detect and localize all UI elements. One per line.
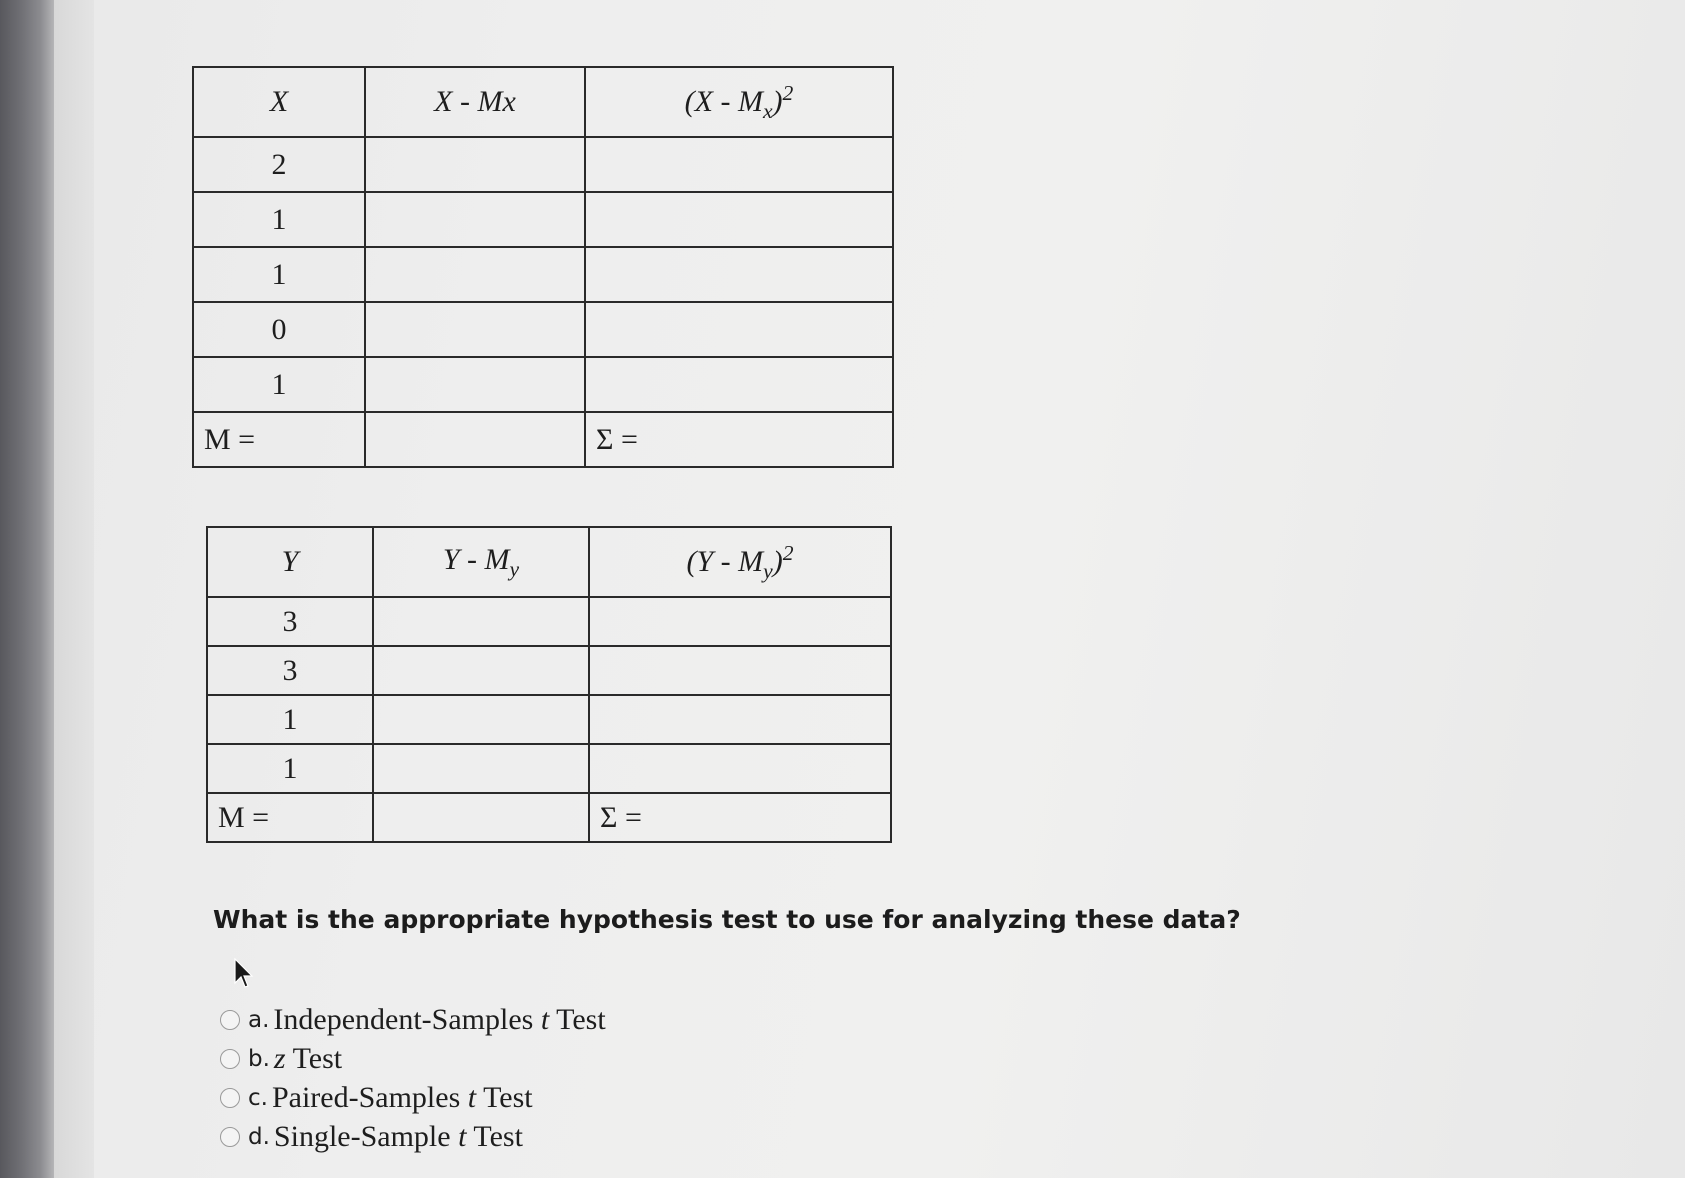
table-header-row	[207, 527, 891, 597]
x-squared-deviation-cell[interactable]	[585, 357, 893, 412]
option-text-part: Independent-Samples t Test	[273, 1002, 606, 1036]
header-x	[193, 67, 365, 137]
x-deviation-cell[interactable]	[365, 192, 585, 247]
y-deviation-cell[interactable]	[373, 646, 589, 695]
y-deviation-table	[206, 526, 892, 843]
table-row	[207, 597, 891, 646]
y-squared-deviation-cell[interactable]	[589, 695, 891, 744]
y-squared-deviation-cell[interactable]	[589, 744, 891, 793]
option-text-part: Paired-Samples t Test	[271, 1080, 533, 1114]
x-deviation-cell[interactable]	[365, 137, 585, 192]
option-text	[274, 1120, 523, 1154]
option-letter: d.	[248, 1123, 270, 1150]
y-value-cell: 1	[207, 744, 373, 793]
table-row	[193, 247, 893, 302]
y-squared-deviation-cell[interactable]	[589, 646, 891, 695]
radio-icon[interactable]	[220, 1010, 240, 1030]
table-row	[193, 137, 893, 192]
option-c[interactable]	[220, 1078, 606, 1117]
y-deviation-cell[interactable]	[373, 695, 589, 744]
header-y-text: Y	[281, 545, 299, 578]
y-sum-label: Σ =	[589, 793, 891, 842]
x-mean-input-cell[interactable]	[365, 412, 585, 467]
header-y	[207, 527, 373, 597]
header-x-minus-mx: X - Mx	[365, 67, 585, 137]
table-row	[207, 646, 891, 695]
x-deviation-cell[interactable]	[365, 357, 585, 412]
table-footer-row	[207, 793, 891, 842]
option-a[interactable]	[220, 1000, 606, 1039]
option-text	[274, 1042, 342, 1076]
x-deviation-cell[interactable]	[365, 247, 585, 302]
option-letter: a.	[248, 1006, 270, 1033]
screen-bezel	[0, 0, 54, 1178]
x-squared-deviation-cell[interactable]	[585, 192, 893, 247]
radio-icon[interactable]	[220, 1127, 240, 1147]
x-value-cell: 1	[193, 247, 365, 302]
x-deviation-table	[192, 66, 894, 468]
x-squared-deviation-cell[interactable]	[585, 137, 893, 192]
x-squared-deviation-cell[interactable]	[585, 247, 893, 302]
option-b[interactable]	[220, 1039, 606, 1078]
table-footer-row	[193, 412, 893, 467]
mouse-cursor-icon	[233, 958, 255, 990]
table-row	[207, 744, 891, 793]
y-value-cell: 1	[207, 695, 373, 744]
answer-options	[220, 1000, 606, 1156]
option-text	[273, 1003, 605, 1037]
x-value-cell: 2	[193, 137, 365, 192]
option-text-part: z Test	[273, 1041, 343, 1075]
option-text-part: Single-Sample t Test	[273, 1119, 523, 1153]
header-y-minus-my-squared: $(Y - M_y)^2$	[589, 527, 891, 597]
page-margin	[54, 0, 94, 1178]
y-deviation-cell[interactable]	[373, 597, 589, 646]
question-text: What is the appropriate hypothesis test to use for analyzing these data?	[213, 905, 1241, 934]
table-row	[207, 695, 891, 744]
y-deviation-cell[interactable]	[373, 744, 589, 793]
option-text	[272, 1081, 533, 1115]
y-value-cell: 3	[207, 646, 373, 695]
radio-icon[interactable]	[220, 1088, 240, 1108]
table-header-row	[193, 67, 893, 137]
x-mean-label: M =	[193, 412, 365, 467]
x-value-cell: 1	[193, 192, 365, 247]
table-row	[193, 192, 893, 247]
option-d[interactable]	[220, 1117, 606, 1156]
x-value-cell: 1	[193, 357, 365, 412]
x-squared-deviation-cell[interactable]	[585, 302, 893, 357]
header-y-minus-my: Y - $M_y$	[373, 527, 589, 597]
y-mean-label: M =	[207, 793, 373, 842]
x-sum-label: Σ =	[585, 412, 893, 467]
header-x-minus-mx-squared: $(X - M_x)^2$	[585, 67, 893, 137]
y-mean-input-cell[interactable]	[373, 793, 589, 842]
x-value-cell: 0	[193, 302, 365, 357]
radio-icon[interactable]	[220, 1049, 240, 1069]
table-row	[193, 357, 893, 412]
x-deviation-cell[interactable]	[365, 302, 585, 357]
option-letter: c.	[248, 1084, 268, 1111]
option-letter: b.	[248, 1045, 270, 1072]
y-value-cell: 3	[207, 597, 373, 646]
table-row	[193, 302, 893, 357]
y-squared-deviation-cell[interactable]	[589, 597, 891, 646]
header-x-text: X	[269, 85, 289, 118]
